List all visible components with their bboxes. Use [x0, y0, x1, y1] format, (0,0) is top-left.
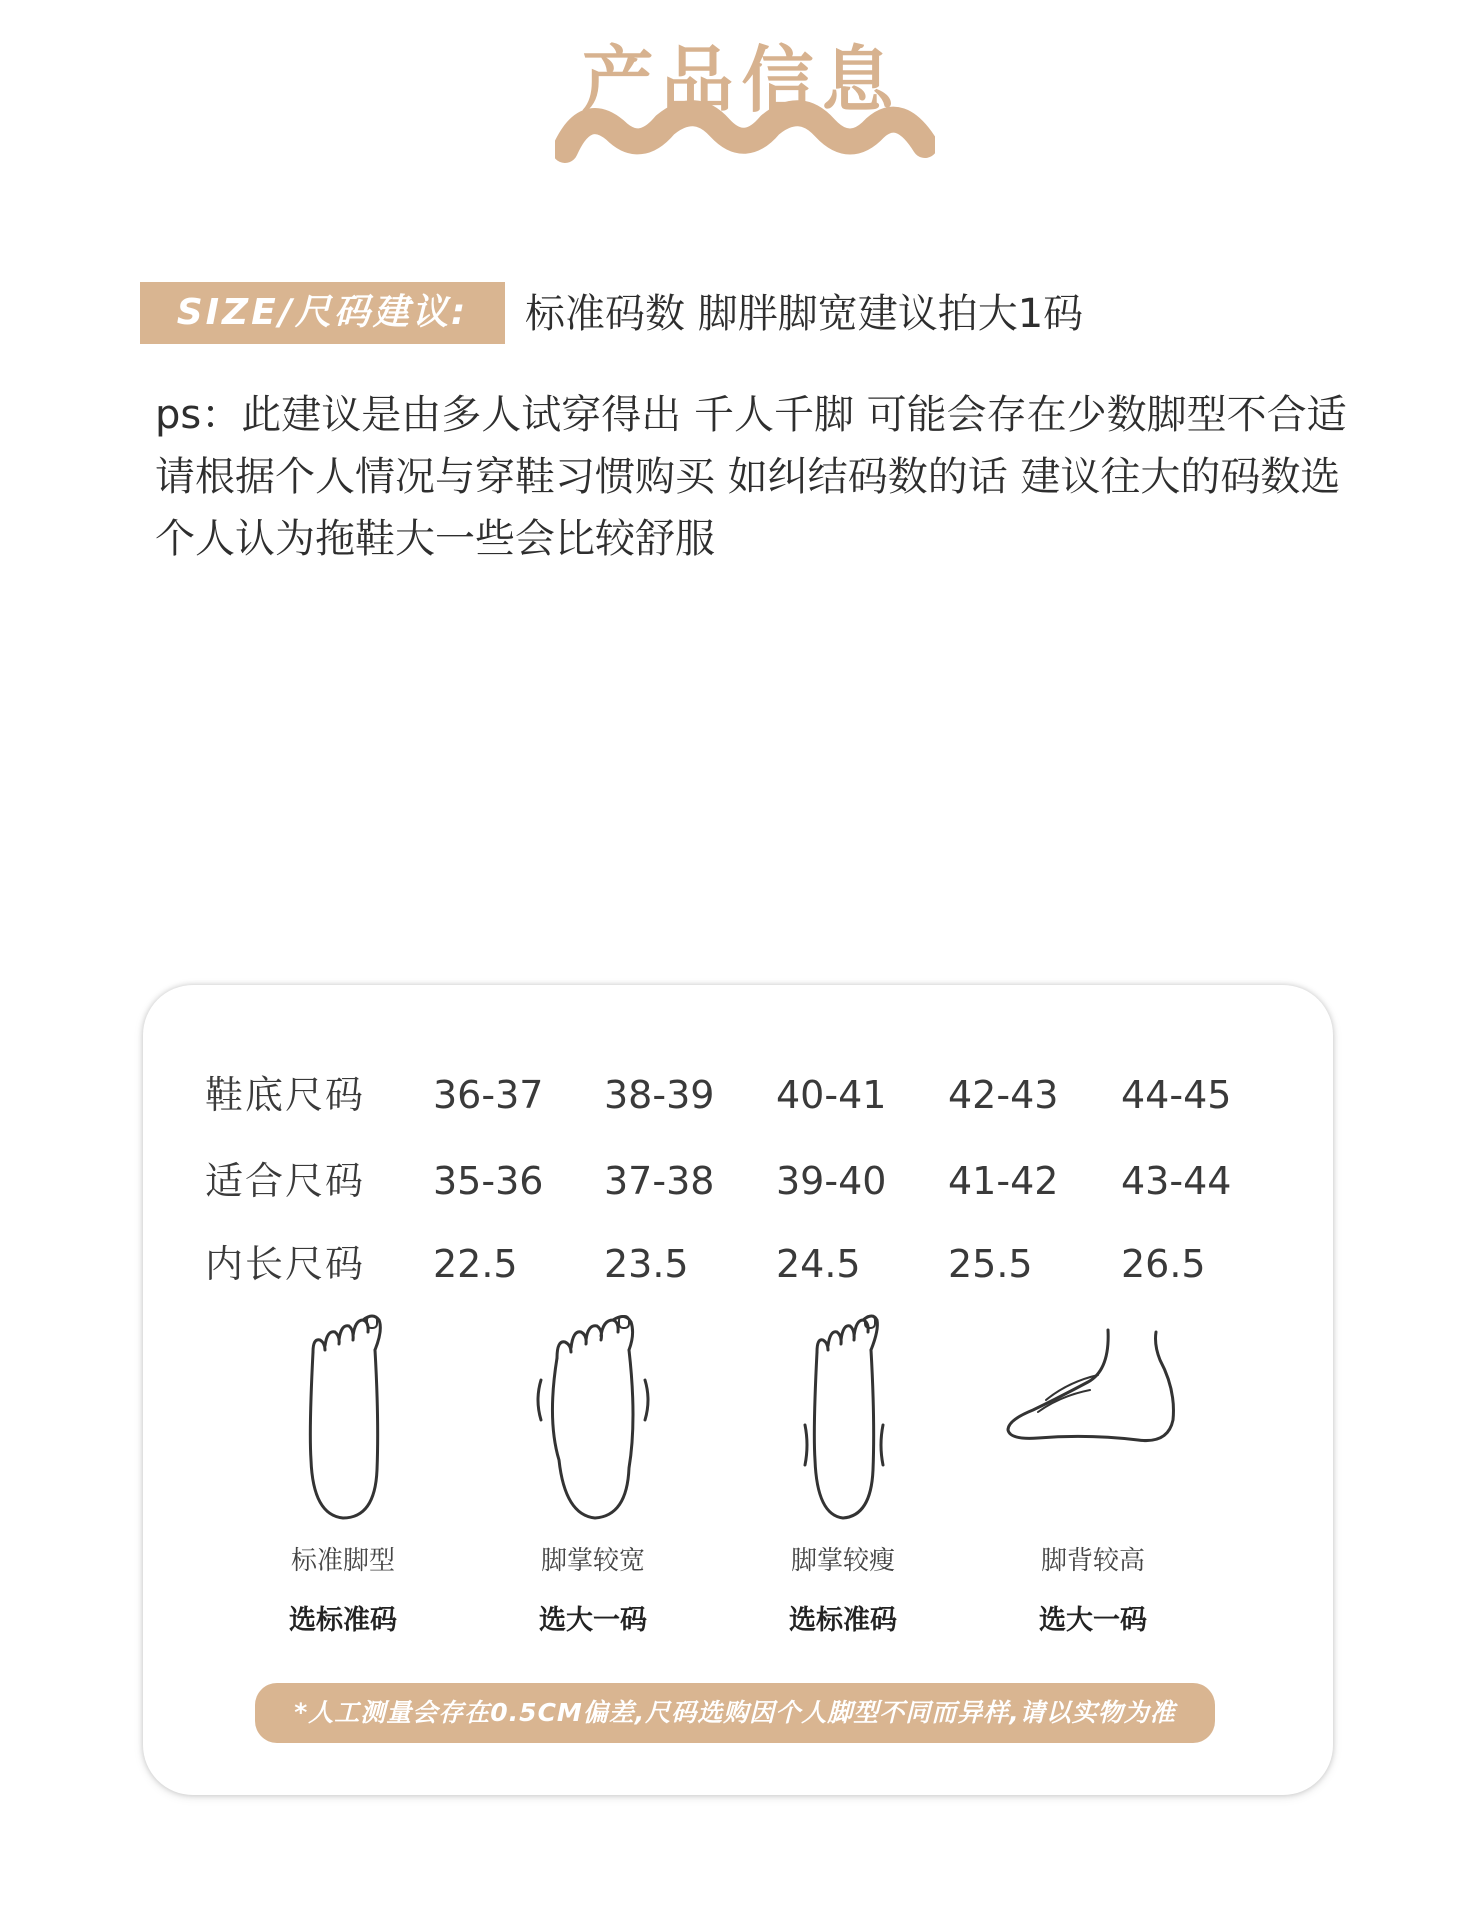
ps-note: ps：此建议是由多人试穿得出 千人千脚 可能会存在少数脚型不合适 请根据个人情况与穿鞋习惯购买 如纠结码数的话 建议往大的码数选 个人认为拖鞋大一些会比较舒服: [155, 392, 1347, 562]
table-cell: 35-36: [433, 1159, 544, 1203]
table-cell: 36-37: [433, 1073, 544, 1117]
table-cell: 38-39: [604, 1073, 715, 1117]
foot-type-label: 标准脚型: [290, 1546, 395, 1576]
table-row: [143, 1151, 1333, 1211]
size-chart-card: [143, 985, 1333, 1795]
table-cell: 41-42: [948, 1159, 1059, 1203]
foot-advice-label: 选大一码: [1039, 1605, 1147, 1636]
table-row: [143, 1065, 1333, 1125]
high-instep-foot-icon: [998, 1320, 1188, 1460]
foot-type-label: 脚掌较宽: [540, 1546, 645, 1576]
foot-advice-label: 选大一码: [539, 1605, 647, 1636]
thin-foot-icon: [783, 1310, 903, 1525]
table-cell: 40-41: [776, 1073, 887, 1117]
table-cell: 22.5: [433, 1242, 518, 1286]
row-label: 适合尺码: [205, 1159, 366, 1203]
foot-type-label: 脚掌较瘦: [790, 1546, 895, 1576]
table-row: [143, 1234, 1333, 1294]
wave-decoration-icon: [555, 100, 935, 170]
wide-foot-icon: [533, 1310, 653, 1525]
page-title: 产品信息: [581, 38, 902, 122]
row-label: 鞋底尺码: [205, 1073, 366, 1117]
table-cell: 43-44: [1121, 1159, 1232, 1203]
size-advice: 标准码数 脚胖脚宽建议拍大1码: [525, 291, 1084, 337]
table-cell: 42-43: [948, 1073, 1059, 1117]
foot-advice-label: 选标准码: [289, 1605, 397, 1636]
table-cell: 37-38: [604, 1159, 715, 1203]
table-cell: 23.5: [604, 1242, 689, 1286]
table-cell: 26.5: [1121, 1242, 1206, 1286]
size-tag: SIZE/尺码建议:: [140, 282, 505, 344]
foot-type-label: 脚背较高: [1040, 1546, 1145, 1576]
table-cell: 39-40: [776, 1159, 887, 1203]
row-label: 内长尺码: [205, 1242, 366, 1286]
measurement-note: *人工测量会存在0.5CM偏差,尺码选购因个人脚型不同而异样,请以实物为准: [255, 1683, 1215, 1743]
table-cell: 24.5: [776, 1242, 861, 1286]
table-cell: 44-45: [1121, 1073, 1232, 1117]
standard-foot-icon: [283, 1310, 403, 1525]
table-cell: 25.5: [948, 1242, 1033, 1286]
foot-advice-label: 选标准码: [789, 1605, 897, 1636]
